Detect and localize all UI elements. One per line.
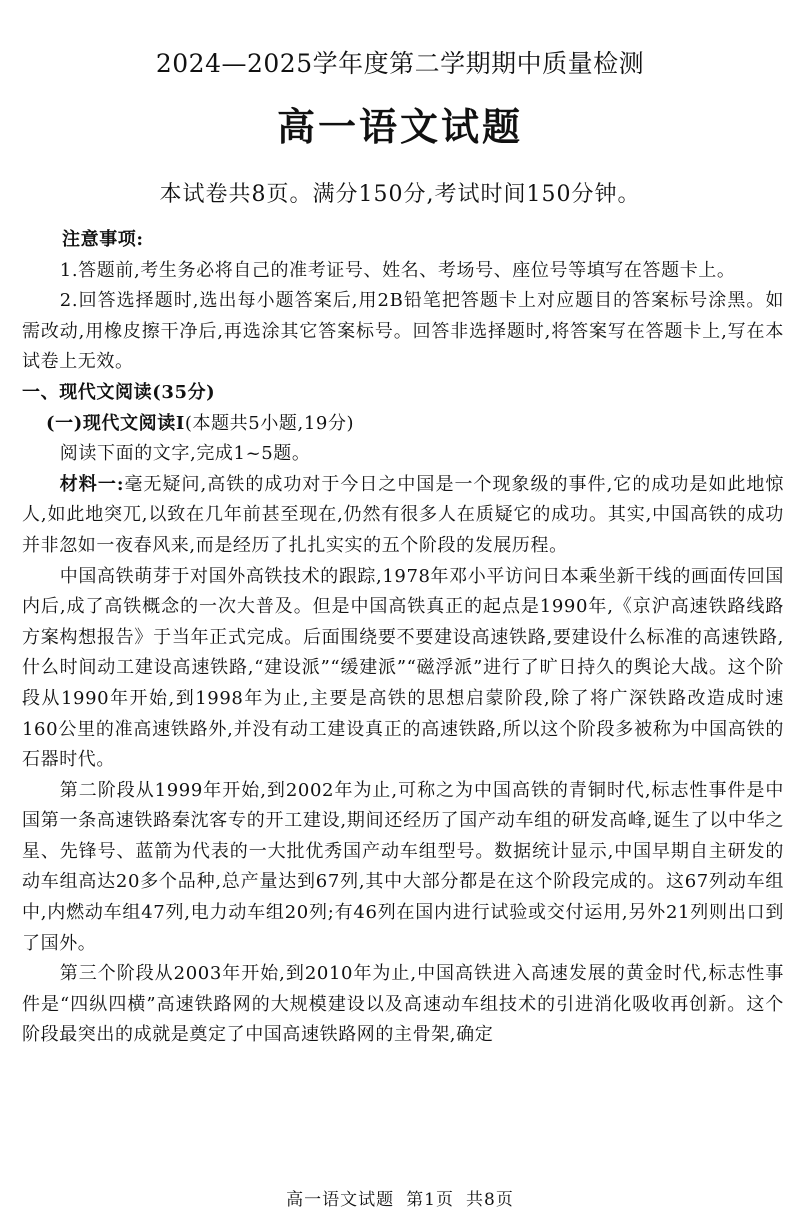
section-heading: 一、现代文阅读(35分) — [22, 381, 216, 403]
material-label: 材料一: — [59, 473, 125, 495]
exam-title: 高一语文试题 — [276, 104, 523, 149]
notice-heading: 注意事项: — [62, 229, 144, 250]
subsection-heading — [22, 409, 784, 440]
subsection-label: (一)现代文阅读Ⅰ — [46, 412, 185, 434]
exam-meta-info: 本试卷共8页。满分150分,考试时间150分钟。 — [159, 182, 641, 207]
page-footer — [0, 1185, 800, 1210]
exam-term-header: 2024—2025学年度第二学期期中质量检测 — [155, 49, 645, 78]
footer-total-pages: 共8页 — [466, 1190, 514, 1210]
reading-instruction: 阅读下面的文字,完成1~5题。 — [59, 443, 311, 465]
notice-item-2: 2.回答选择题时,选出每小题答案后,用2B铅笔把答题卡上对应题目的答案标号涂黑。如需改动,用橡皮擦干净后,再选涂其它答案标号。回答非选择题时,将答案写在答题卡上,写在本试卷上无效。 — [22, 290, 784, 373]
notice-item-1: 1.答题前,考生务必将自己的准考证号、姓名、考场号、座位号等填写在答题卡上。 — [59, 259, 736, 281]
footer-course: 高一语文试题 — [286, 1190, 395, 1210]
subsection-detail: (本题共5小题,19分) — [184, 412, 355, 434]
passage-paragraph-2: 中国高铁萌芽于对国外高铁技术的跟踪,1978年邓小平访问日本乘坐新干线的画面传回国内后,成了高铁概念的一次大普及。但是中国高铁真正的起点是1990年,《京沪高速铁路线路方案构想报告》于当年正式完成。后面围绕要不要建设高速铁路,要建设什么标准的高速铁路,什么时间动工建设高速铁路,“建设派”“缓建派”“磁浮派”进行了旷日持久的舆论大战。这个阶段从1990年开始,到1998年为止,主要是高铁的思想启蒙阶段,除了将广深铁路改造成时速160公里的准高速铁路外,并没有动工建设真正的高速铁路,所以这个阶段多被称为中国高铁的石器时代。 — [22, 565, 784, 771]
passage-paragraph-1-text: 毫无疑问,高铁的成功对于今日之中国是一个现象级的事件,它的成功是如此地惊人,如此地突兀,以致在几年前甚至现在,仍然有很多人在质疑它的成功。其实,中国高铁的成功并非忽如一夜春风来,而是经历了扎扎实实的五个阶段的发展历程。 — [22, 473, 785, 556]
exam-body — [22, 225, 784, 1051]
footer-page-number: 第1页 — [406, 1190, 454, 1210]
passage-paragraph-3: 第二阶段从1999年开始,到2002年为止,可称之为中国高铁的青铜时代,标志性事件是中国第一条高速铁路秦沈客专的开工建设,期间还经历了国产动车组的研发高峰,诞生了以中华之星、先锋号、蓝箭为代表的一大批优秀国产动车组型号。数据统计显示,中国早期自主研发的动车组高达20多个品种,总产量达到67列,其中大部分都是在这个阶段完成的。这67列动车组中,内燃动车组47列,电力动车组20列;有46列在国内进行试验或交付运用,另外21列则出口到了国外。 — [22, 779, 784, 954]
passage-paragraph-4: 第三个阶段从2003年开始,到2010年为止,中国高铁进入高速发展的黄金时代,标志性事件是“四纵四横”高速铁路网的大规模建设以及高速动车组技术的引进消化吸收再创新。这个阶段最突出的成就是奠定了中国高速铁路网的主骨架,确定 — [22, 963, 784, 1046]
passage-paragraph-1 — [22, 470, 784, 562]
